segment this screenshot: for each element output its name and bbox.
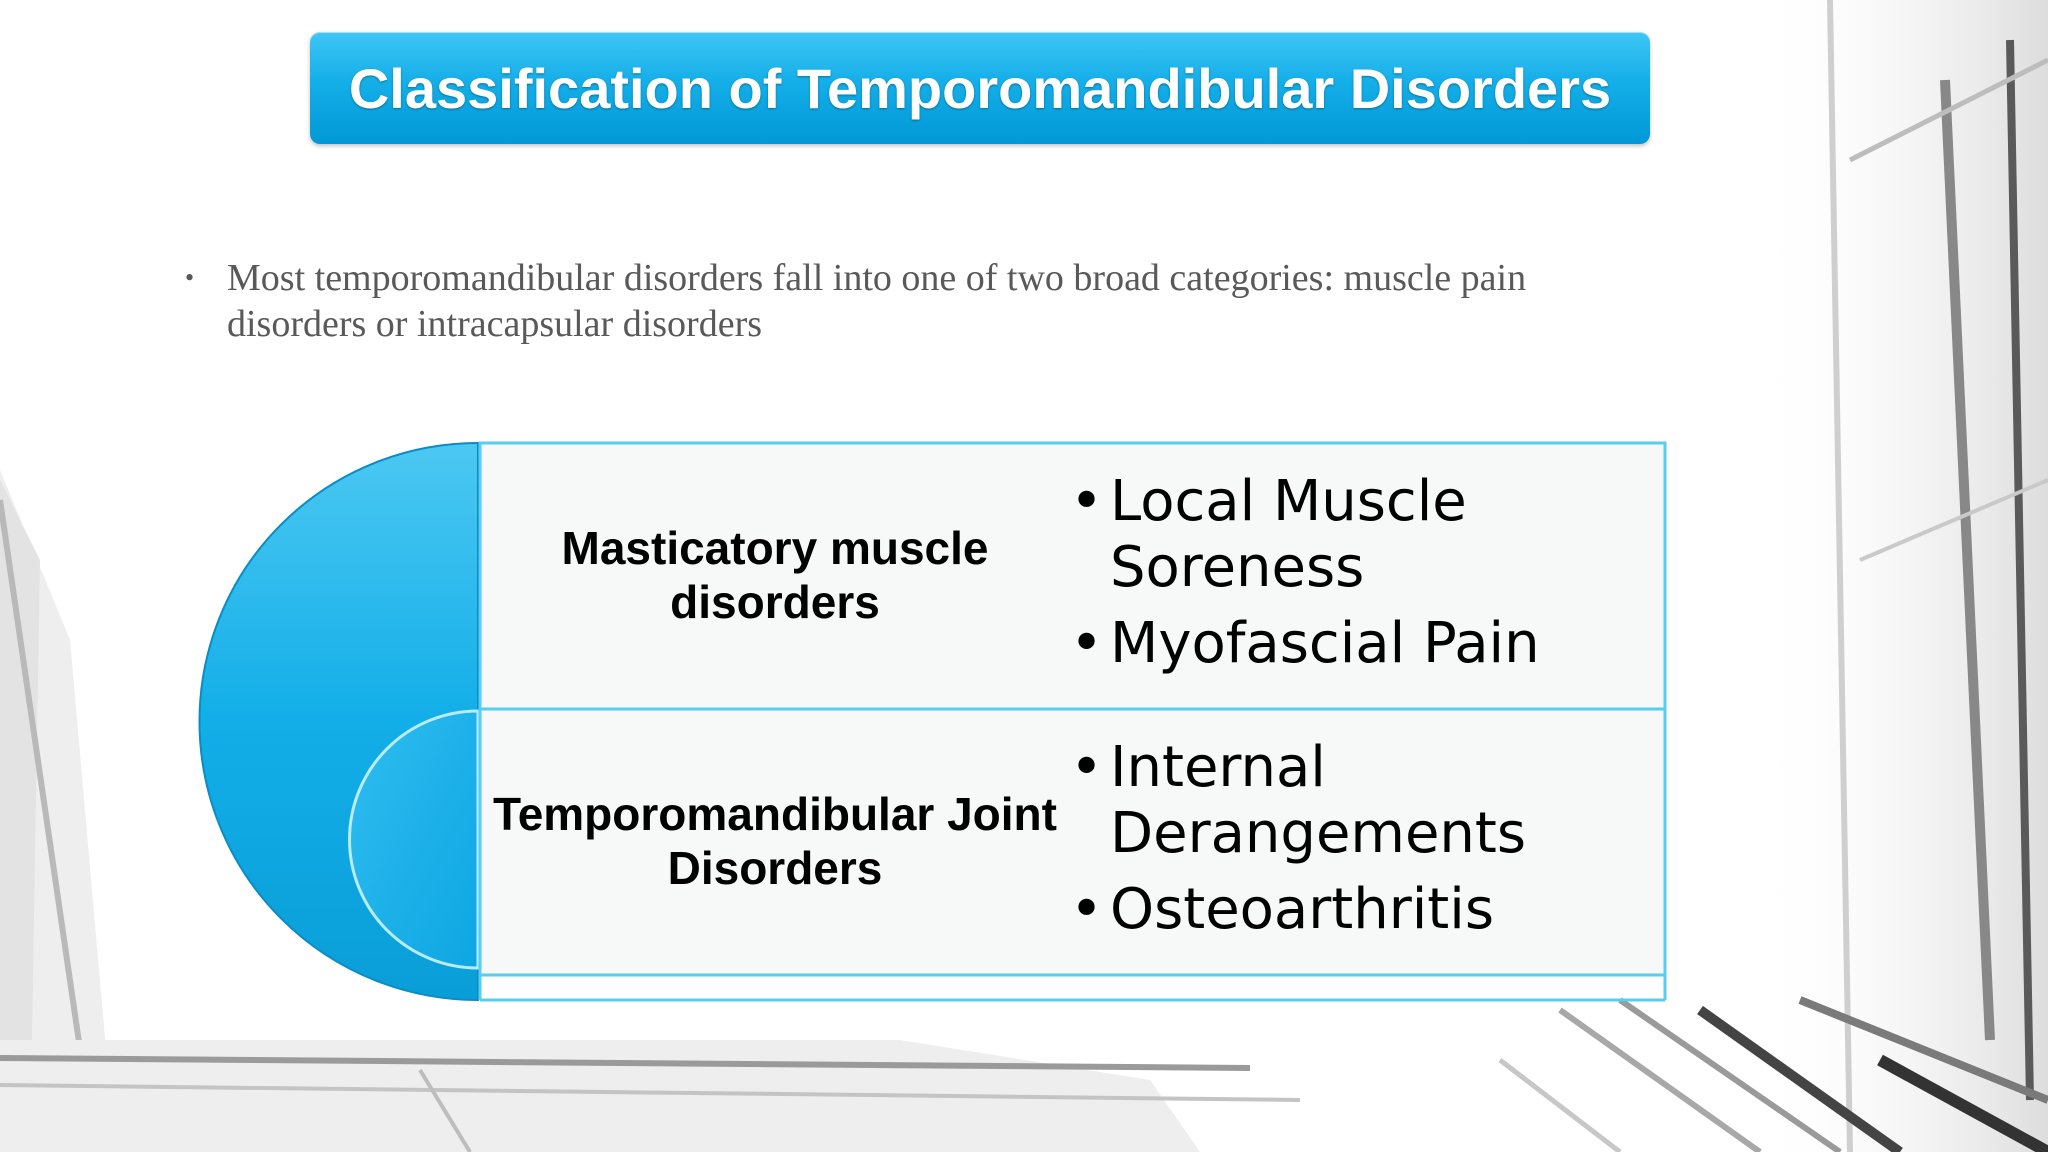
item-text: Osteoarthritis [1110,877,1494,942]
item-text: Local Muscle Soreness [1110,469,1467,600]
bullet-glyph: • [185,263,195,292]
bullet-glyph: • [1070,611,1104,676]
list-item [1070,735,1665,867]
list-item [1070,469,1665,601]
category-row-muscle [480,443,1665,707]
intro-bullet-text: Most temporomandibular disorders fall into one of two broad categories: muscle pain disorders or intracapsular disorders [227,257,1527,345]
bullet-glyph: • [1070,469,1104,534]
bullet-glyph: • [1070,735,1104,800]
list-item [1070,877,1665,943]
bullet-glyph: • [1070,877,1104,942]
category-label-muscle: Masticatory muscle disorders [561,522,989,628]
item-text: Myofascial Pain [1110,611,1540,676]
item-text: Internal Derangements [1110,735,1527,866]
category-label-joint: Temporomandibular Joint Disorders [493,788,1057,894]
slide-title: Classification of Temporomandibular Disorders [348,56,1612,120]
category-row-joint [480,709,1665,973]
category-items-muscle [1070,463,1665,687]
category-items-joint [1070,729,1665,953]
list-item [1070,611,1665,677]
